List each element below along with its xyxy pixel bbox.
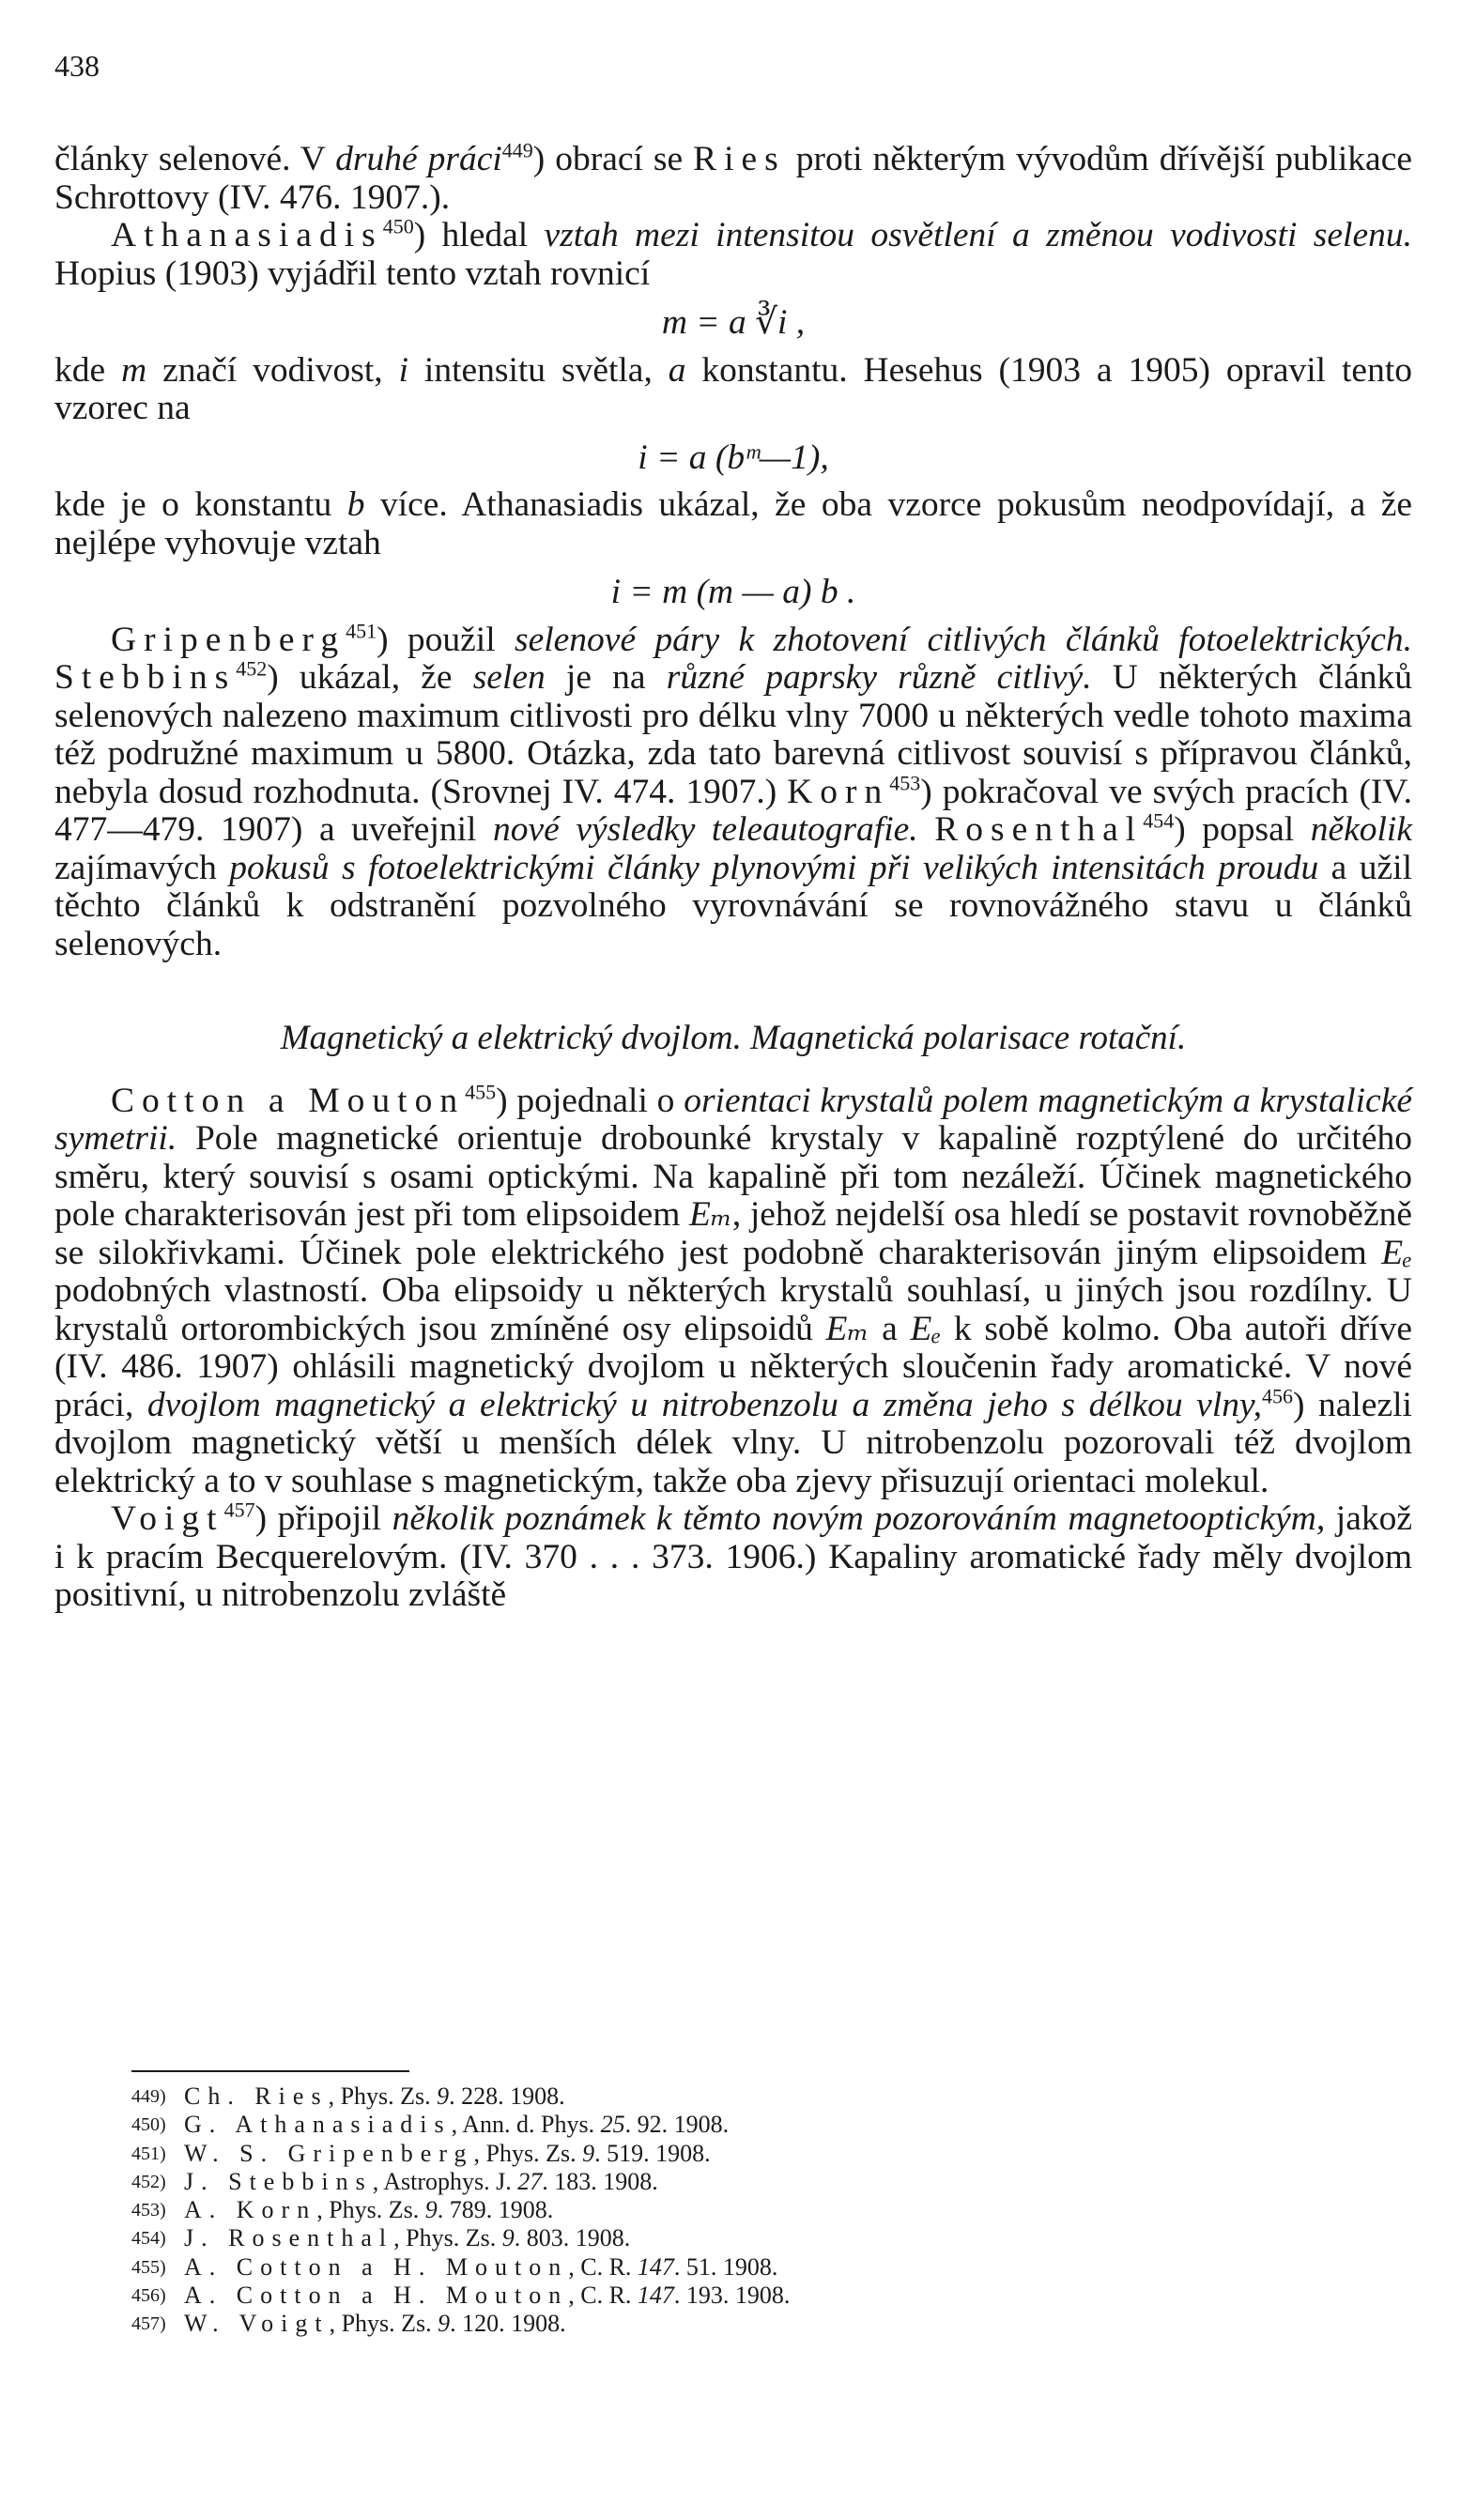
text-italic: druhé práci [335,140,502,178]
footnote-number: 455) [131,2256,166,2278]
text-italic: i [398,350,408,390]
paragraph-ries [54,138,1412,217]
author-name: Athanasiadis [111,216,383,254]
text-run: ) nalezli dvojlom magnetický větší u menších délek vlny. U nitrobenzolu pozorovali též dvojlom elektrický a to v souhlase s magnetickým, takže oba zjevy přisuzují orientaci molekul. [54,1385,1412,1500]
text-run: Pole magnetické orientuje drobounké krystaly v kapalině rozptýlené do určitého směru, který souvisí s osami optickými. Na kapalině při tom nezáleží. Účinek magnetického pole charakterisován jest při tom elipsoidem [54,1119,1412,1234]
footnote-number: 450) [131,2114,166,2136]
text-italic: vztah mezi intensitou osvětlení a změnou vodivosti selenu. [544,216,1412,254]
footnote-ref: 449 [501,138,533,162]
text-run: konstantu. Hesehus (1903 a 1905) opravil tento vzorec na [54,350,1412,427]
formula-hesehus: i = a (bᵐ—1), [638,438,829,477]
footnote-453 [131,2196,1070,2224]
text-italic: různé paprsky různě citlivý. [666,658,1092,697]
footnote-number: 449) [131,2086,166,2107]
text-italic: Eₘ [825,1309,869,1348]
text-italic: b [346,485,365,524]
footnote-452 [131,2168,1070,2196]
text-italic: m [121,350,147,390]
footnote-pages: . 789. 1908. [437,2196,554,2224]
text-run: ) popsal [1174,810,1311,849]
text-italic: a [668,350,686,390]
author-name: Cotton a Mouton [111,1081,466,1120]
footnote-ref: 454 [1143,808,1175,833]
footnote-source: , Phys. Zs. [328,2082,438,2110]
text-run: ) ukázal, že [267,658,473,697]
text-run: zajímavých [54,848,230,887]
author-name: Gripenberg [111,620,346,659]
footnote-pages: . 51. 1908. [673,2252,778,2281]
text-run: , jehož nejdelší osa hledí se postavit rovnoběžně se silokřivkami. Účinek pole elektrického jest podobně charakterisován jiným elipsoidem [54,1195,1412,1272]
text-italic: selen [472,658,546,697]
text-run: je na [545,658,667,697]
footnote-source: , Ann. d. Phys. [451,2111,601,2139]
footnote-author: Ch. Ries [184,2082,329,2110]
text-run: a užil těchto článků k odstranění pozvolného vyrovnávání se rovnovážného stavu u článků selenových. [54,848,1412,963]
footnote-number: 457) [131,2313,166,2335]
text-run: více. Athanasiadis ukázal, že oba vzorce pokusům neodpovídají, a že nejlépe vyhovuje vztah [54,485,1412,562]
text-run: ) pojednali o [496,1081,684,1120]
footnote-author: J. Stebbins [184,2167,373,2195]
footnote-number: 452) [131,2171,166,2192]
footnote-number: 454) [131,2228,166,2250]
text-run: ) obrací se [532,140,694,178]
text-italic: dvojlom magnetický a elektrický u nitrobenzolu a změna jeho s délkou vlny, [146,1385,1262,1424]
footnote-volume: 9 [424,2196,438,2224]
text-italic: Eₑ [1381,1233,1412,1272]
author-name: Voigt [111,1499,224,1538]
footnote-source: , Astrophys. J. [372,2167,518,2195]
footnote-pages: . 803. 1908. [514,2224,631,2252]
text-italic: Eₑ [910,1309,942,1348]
formula-hopius: m = a ∛i , [661,303,806,342]
text-run: Hopius (1903) vyjádřil tento vztah rovnicí [54,254,651,293]
text-italic: Eₘ [689,1195,732,1234]
footnote-451 [131,2140,1070,2168]
footnote-ref: 453 [889,771,921,794]
text-run: značí vodivost, [146,350,399,390]
formula-athanasiadis: i = m (m — a) b . [610,573,856,611]
footnote-455 [131,2253,1070,2282]
footnote-number: 451) [131,2143,166,2164]
footnote-454 [131,2224,1070,2252]
text-run: ) připojil [254,1499,392,1538]
text-run: proti některým vývodům dřívější publikace Schrottovy (IV. 476. 1907.). [54,140,1412,217]
paragraph-cotton-mouton [54,1080,1412,1501]
paragraph-athanasiadis-result [54,486,1412,562]
text-run [918,810,935,849]
footnote-volume: 27 [517,2167,543,2195]
footnote-author: G. Athanasiadis [184,2111,452,2139]
footnote-ref: 450 [382,214,414,238]
footnote-pages: . 120. 1908. [450,2310,566,2338]
text-italic: několik poznámek k těmto novým pozorováním magnetooptickým, [392,1499,1326,1538]
text-run: ) hledal [413,216,545,254]
footnote-source: , Phys. Zs. [473,2139,583,2167]
footnote-pages: . 193. 1908. [673,2282,791,2310]
footnote-source: , C. R. [568,2252,638,2281]
text-italic: orientaci krystalů polem magnetickým a krystalické symetrii. [54,1081,1412,1158]
footnote-source: , Phys. Zs. [393,2224,502,2252]
footnote-ref: 456 [1261,1384,1293,1407]
text-italic: pokusů s fotoelektrickými články plynovými při velikých intensitách proudu [229,848,1319,887]
footnote-author: W. S. Gripenberg [184,2139,474,2167]
text-italic: nové výsledky teleautografie. [493,810,918,849]
footnote-450 [131,2111,1070,2139]
footnote-ref: 452 [236,656,268,681]
paragraph-hesehus [54,352,1412,428]
author-name: Rosenthal [934,810,1144,849]
footnote-457 [131,2310,1070,2338]
text-run: články selenové. V [54,140,336,178]
footnote-456 [131,2282,1070,2310]
footnote-source: , C. R. [568,2282,638,2310]
text-run: k sobě kolmo. Oba autoři dříve (IV. 486. 1907) ohlásili magnetický dvojlom u některých sloučenin řady aromatické. V nové práci, [54,1309,1412,1424]
text-run: a [869,1309,911,1348]
text-run: kde [54,350,122,390]
footnote-volume: 9 [501,2224,515,2252]
footnote-volume: 9 [582,2139,595,2167]
footnote-volume: 147 [637,2282,674,2310]
section-heading: Magnetický a elektrický dvojlom. Magnetická polarisace rotační. [280,1019,1187,1057]
footnote-ref: 455 [465,1080,497,1103]
footnote-ref: 457 [223,1498,255,1522]
footnote-pages: . 183. 1908. [542,2167,658,2195]
footnote-author: W. Voigt [184,2310,330,2338]
footnote-source: , Phys. Zs. [316,2196,425,2224]
footnote-divider [131,2070,409,2072]
main-text [54,138,1413,1615]
text-run: intensitu světla, [408,350,669,390]
text-run: ) použil [377,620,515,659]
footnote-449 [131,2082,1070,2111]
text-italic: několik [1310,810,1412,849]
footnote-source: , Phys. Zs. [329,2310,438,2338]
author-name: Korn [787,772,890,811]
footnote-author: A. Korn [184,2196,317,2224]
footnotes [131,2082,1070,2339]
footnote-number: 453) [131,2200,166,2221]
footnote-pages: . 519. 1908. [594,2139,711,2167]
page-number: 438 [54,49,100,83]
paragraph-athanasiadis [54,214,1412,293]
footnote-volume: 9 [437,2082,450,2110]
text-run: jakož i k pracím Becquerelovým. (IV. 370 . . . 373. 1906.) Kapaliny aromatické řady měly dvojlom positivní, u nitrobenzolu zvláště [54,1499,1413,1614]
text-run: ) pokračoval ve svých pracích (IV. 477—479. 1907) a uveřejnil [54,772,1412,849]
footnote-author: A. Cotton a H. Mouton [184,2252,569,2281]
paragraph-gripenberg [54,619,1412,964]
footnote-pages: . 92. 1908. [624,2111,730,2139]
footnote-ref: 451 [346,619,377,642]
text-run: U některých článků selenových nalezeno maximum citlivosti pro délku vlny 7000 u některých vedle tohoto maxima též podružné maximum u 5800. Otázka, zda tato barevná citlivost souvisí s přípravou článků, nebyla dosud rozhodnuta. (Srovnej IV. 474. 1907.) [54,658,1412,811]
text-italic: selenové páry k zhotovení citlivých článků fotoelektrických. [515,620,1412,659]
footnote-pages: . 228. 1908. [449,2082,565,2110]
text-run: podobných vlastností. Oba elipsoidy u některých krystalů souhlasí, u jiných jsou rozdílny. U krystalů ortorombických jsou zmíněné osy elipsoidů [54,1271,1412,1348]
footnote-volume: 25 [600,2111,625,2139]
paragraph-voigt [54,1500,1412,1615]
footnote-number: 456) [131,2285,166,2307]
footnote-volume: 147 [637,2252,674,2281]
footnote-author: A. Cotton a H. Mouton [184,2282,569,2310]
footnote-volume: 9 [438,2310,451,2338]
author-name: Stebbins [54,658,237,697]
author-name: Ries [693,140,786,178]
footnote-author: J. Rosenthal [184,2224,394,2252]
text-run: kde je o konstantu [54,485,347,524]
